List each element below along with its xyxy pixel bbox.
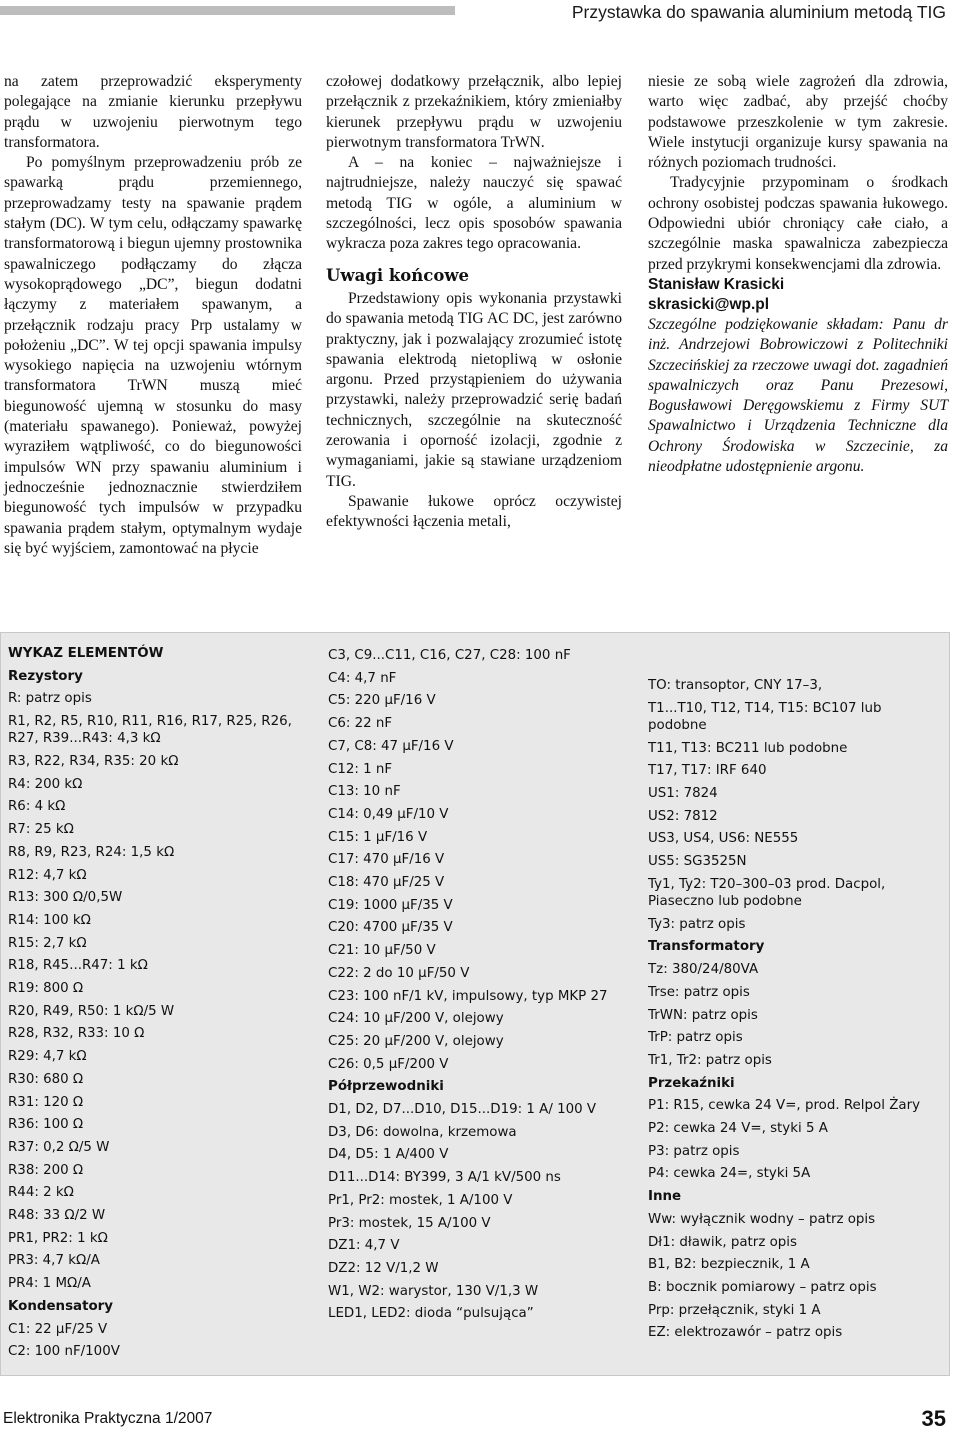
component-item: T17, T17: IRF 640 [648, 763, 767, 779]
component-item: C12: 1 nF [328, 761, 393, 777]
component-item: P1: R15, cewka 24 V=, prod. Relpol Żary [648, 1098, 920, 1114]
component-item: C3, C9...C11, C16, C27, C28: 100 nF [328, 648, 571, 663]
component-item: R6: 4 kΩ [8, 799, 66, 815]
component-item: EZ: elektrozawór – patrz opis [648, 1325, 843, 1341]
component-item: R15: 2,7 kΩ [8, 935, 87, 951]
components-column-1 [8, 645, 306, 1366]
component-item: C6: 22 nF [328, 716, 393, 732]
component-item: Tr1, Tr2: patrz opis [648, 1052, 772, 1068]
component-item: D1, D2, D7...D10, D15...D19: 1 A/ 100 V [328, 1102, 597, 1118]
component-item: R13: 300 Ω/0,5W [8, 890, 123, 906]
article-column-2 [326, 72, 622, 533]
paragraph: A – na koniec – najważniejsze i najtrudniejsze, należy nauczyć się spawać metodą TIG w ogóle, a aluminium w szczególności, lecz opis sposobów spawania wykracza poza zakres tego opracowania. [326, 154, 622, 253]
component-item: R36: 100 Ω [8, 1117, 84, 1133]
components-section-heading: Transformatory [648, 939, 765, 955]
component-item: DZ1: 4,7 V [328, 1238, 400, 1254]
components-section-heading: WYKAZ ELEMENTÓW [8, 646, 164, 661]
component-item: Pr3: mostek, 15 A/100 V [328, 1215, 491, 1231]
component-item: D4, D5: 1 A/400 V [328, 1147, 449, 1163]
component-item: W1, W2: warystor, 130 V/1,3 W [328, 1283, 539, 1299]
component-item: R18, R45...R47: 1 kΩ [8, 958, 148, 974]
component-item: Dł1: dławik, patrz opis [648, 1234, 797, 1250]
component-item: R20, R49, R50: 1 kΩ/5 W [8, 1003, 175, 1019]
component-item: T1...T10, T12, T14, T15: BC107 lub podobne [648, 700, 882, 733]
component-item: C14: 0,49 μF/10 V [328, 806, 449, 822]
component-item: Ty3: patrz opis [648, 916, 746, 932]
component-item: P4: cewka 24=, styki 5A [648, 1166, 811, 1182]
component-item: TrWN: patrz opis [648, 1007, 758, 1023]
article-column-3 [648, 72, 948, 477]
component-item: TrP: patrz opis [648, 1030, 743, 1046]
paragraph: czołowej dodatkowy przełącznik, albo lepiej przełącznik z przekaźnikiem, który zmieniałby kierunek przepływu prądu w uzwojeniu pierwotnym transformatora TrWN. [326, 73, 622, 151]
component-item: C7, C8: 47 μF/16 V [328, 738, 454, 754]
component-item: Pr1, Pr2: mostek, 1 A/100 V [328, 1192, 513, 1208]
component-item: C23: 100 nF/1 kV, impulsowy, typ MKP 27 [328, 988, 608, 1004]
component-item: C13: 10 nF [328, 784, 401, 800]
page-number: 35 [921, 1406, 946, 1431]
paragraph: na zatem przeprowadzić eksperymenty polegające na zmianie kierunku przepływu prądu w uzwojeniu pierwotnym tego transformatora. [4, 73, 302, 151]
component-item: D3, D6: dowolna, krzemowa [328, 1124, 517, 1140]
component-item: R3, R22, R34, R35: 20 kΩ [8, 754, 179, 770]
paragraph: niesie ze sobą wiele zagrożeń dla zdrowia, warto więc zadbać, aby przejść choćby podstawowe przeszkolenie w tym zakresie. Wiele instytucji organizuje kursy spawania na różnych poziomach trudności. [648, 73, 948, 172]
component-item: C17: 470 μF/16 V [328, 852, 445, 868]
component-item: R48: 33 Ω/2 W [8, 1208, 106, 1224]
components-column-3 [648, 677, 938, 1347]
components-section-heading: Inne [648, 1189, 682, 1205]
component-item: P3: patrz opis [648, 1143, 740, 1159]
components-column-2 [328, 647, 624, 1328]
component-item: R30: 680 Ω [8, 1071, 84, 1087]
component-item: R19: 800 Ω [8, 981, 84, 997]
component-item: C20: 4700 μF/35 V [328, 920, 453, 936]
component-item: US2: 7812 [648, 808, 718, 824]
components-section-heading: Kondensatory [8, 1298, 114, 1314]
components-list-box [0, 632, 950, 1376]
component-item: US5: SG3525N [648, 854, 747, 870]
component-item: T11, T13: BC211 lub podobne [648, 740, 848, 756]
component-item: C4: 4,7 nF [328, 670, 397, 686]
component-item: Ww: wyłącznik wodny – patrz opis [648, 1211, 876, 1227]
component-item: PR4: 1 MΩ/A [8, 1276, 91, 1292]
component-item: C24: 10 μF/200 V, olejowy [328, 1011, 504, 1027]
author-email: skrasicki@wp.pl [648, 295, 770, 313]
component-item: Ty1, Ty2: T20–300–03 prod. Dacpol, Piaseczno lub podobne [648, 876, 886, 910]
component-item: C26: 0,5 μF/200 V [328, 1056, 449, 1072]
section-heading: Uwagi końcowe [326, 265, 470, 285]
article-column-1 [4, 72, 302, 559]
component-item: C15: 1 μF/16 V [328, 829, 428, 845]
component-item: R8, R9, R23, R24: 1,5 kΩ [8, 844, 175, 860]
component-item: R28, R32, R33: 10 Ω [8, 1026, 145, 1042]
component-item: D11...D14: BY399, 3 A/1 kV/500 ns [328, 1170, 561, 1186]
paragraph: Spawanie łukowe oprócz oczywistej efektywności łączenia metali, [326, 492, 622, 531]
component-item: US3, US4, US6: NE555 [648, 831, 799, 847]
component-item: C22: 2 do 10 μF/50 V [328, 965, 470, 981]
component-item: LED1, LED2: dioda “pulsująca” [328, 1306, 534, 1322]
paragraph: Po pomyślnym przeprowadzeniu prób ze spawarką prądu przemiennego, przeprowadzamy testy na spawanie prądem stałym (DC). W tym celu, odłączamy spawarkę transformatorową i biegun ujemny prostownika spawalniczego podłączamy do złącza wysokoprądowego „DC”, biegun dodatni łączymy z materiałem spawanym, a przełącznik rodzaju pracy Prp ustalamy w położeniu „DC”. W tej opcji spawania impulsy wysokiego napięcia na uzwojeniu wtórnym transformatora TrWN muszą mieć biegunowość ujemną w stosunku do masy (materiału spawanego). Ponieważ, powyżej wyraziłem wątpliwość, co do biegunowości impulsów WN przy spawaniu aluminium i jednocześnie jednoznacznie stwierdziłem biegunowość tych impulsów w przypadku spawania prądem stałym, optymalnym wydaje się być wyjściem, zamontować na płycie [4, 154, 302, 557]
component-item: C5: 220 μF/16 V [328, 693, 436, 709]
component-item: R: patrz opis [8, 691, 92, 707]
component-item: Tz: 380/24/80VA [648, 962, 759, 978]
component-item: TO: transoptor, CNY 17–3, [648, 678, 823, 693]
footer-publication: Elektronika Praktyczna 1/2007 [3, 1410, 213, 1427]
component-item: US1: 7824 [648, 786, 718, 802]
acknowledgement: Szczególne podziękowanie składam: Panu dr inż. Andrzejowi Bobrowiczowi z Politechniki Szczecińskiej za rzeczowe uwagi dot. zagadnień spawalniczych oraz Panu Prezesowi, Bogusławowi Deręgowskiemu z Firmy SUT Spawalnictwo i Urządzenia Techniczne dla Ochrony Środowiska w Szczecinie, za nieodpłatne udostępnienie argonu. [648, 315, 948, 476]
component-item: R14: 100 kΩ [8, 912, 91, 928]
author-name: Stanisław Krasicki [648, 275, 785, 293]
component-item: R29: 4,7 kΩ [8, 1049, 87, 1065]
component-item: R37: 0,2 Ω/5 W [8, 1139, 110, 1155]
component-item: C21: 10 μF/50 V [328, 943, 436, 959]
component-item: DZ2: 12 V/1,2 W [328, 1260, 439, 1276]
component-item: PR3: 4,7 kΩ/A [8, 1253, 100, 1269]
component-item: C2: 100 nF/100V [8, 1344, 120, 1360]
components-section-heading: Rezystory [8, 668, 83, 684]
component-item: B1, B2: bezpiecznik, 1 A [648, 1257, 810, 1273]
component-item: C1: 22 μF/25 V [8, 1321, 108, 1337]
component-item: C18: 470 μF/25 V [328, 875, 445, 891]
component-item: R38: 200 Ω [8, 1162, 84, 1178]
components-section-heading: Przekaźniki [648, 1075, 735, 1091]
component-item: R1, R2, R5, R10, R11, R16, R17, R25, R26, R27, R39...R43: 4,3 kΩ [8, 714, 292, 747]
component-item: C25: 20 μF/200 V, olejowy [328, 1033, 504, 1049]
components-section-heading: Półprzewodniki [328, 1079, 444, 1095]
component-item: Prp: przełącznik, styki 1 A [648, 1302, 821, 1318]
component-item: R4: 200 kΩ [8, 776, 83, 792]
running-header-title: Przystawka do spawania aluminium metodą TIG [571, 2, 946, 22]
component-item: PR1, PR2: 1 kΩ [8, 1230, 108, 1246]
component-item: Trse: patrz opis [648, 984, 750, 1000]
header-decor-bar [0, 6, 455, 15]
paragraph: Tradycyjnie przypominam o środkach ochrony osobistej podczas spawania łukowego. Odpowiedni ubiór chroniący całe ciało, a szczególnie maska spawalnicza zabezpiecza przed przykrymi konsekwencjami dla zdrowia. [648, 174, 948, 273]
component-item: P2: cewka 24 V=, styki 5 A [648, 1121, 828, 1137]
component-item: R7: 25 kΩ [8, 822, 74, 838]
component-item: B: bocznik pomiarowy – patrz opis [648, 1279, 877, 1295]
component-item: R12: 4,7 kΩ [8, 867, 87, 883]
paragraph: Przedstawiony opis wykonania przystawki do spawania metodą TIG AC DC, jest zarówno praktyczny, jak i pozwalający zrozumieć istotę spawania elektrodą nietopliwą w osłonie argonu. Przed przystąpieniem do używania przystawki, należy przeprowadzić serię badań technicznych, szczególnie na skuteczność zerowania i oporność izolacji, zgodnie z wymaganiami, jakie są stawiane urządzeniom TIG. [326, 289, 622, 490]
component-item: R31: 120 Ω [8, 1094, 84, 1110]
component-item: R44: 2 kΩ [8, 1185, 74, 1201]
component-item: C19: 1000 μF/35 V [328, 897, 453, 913]
